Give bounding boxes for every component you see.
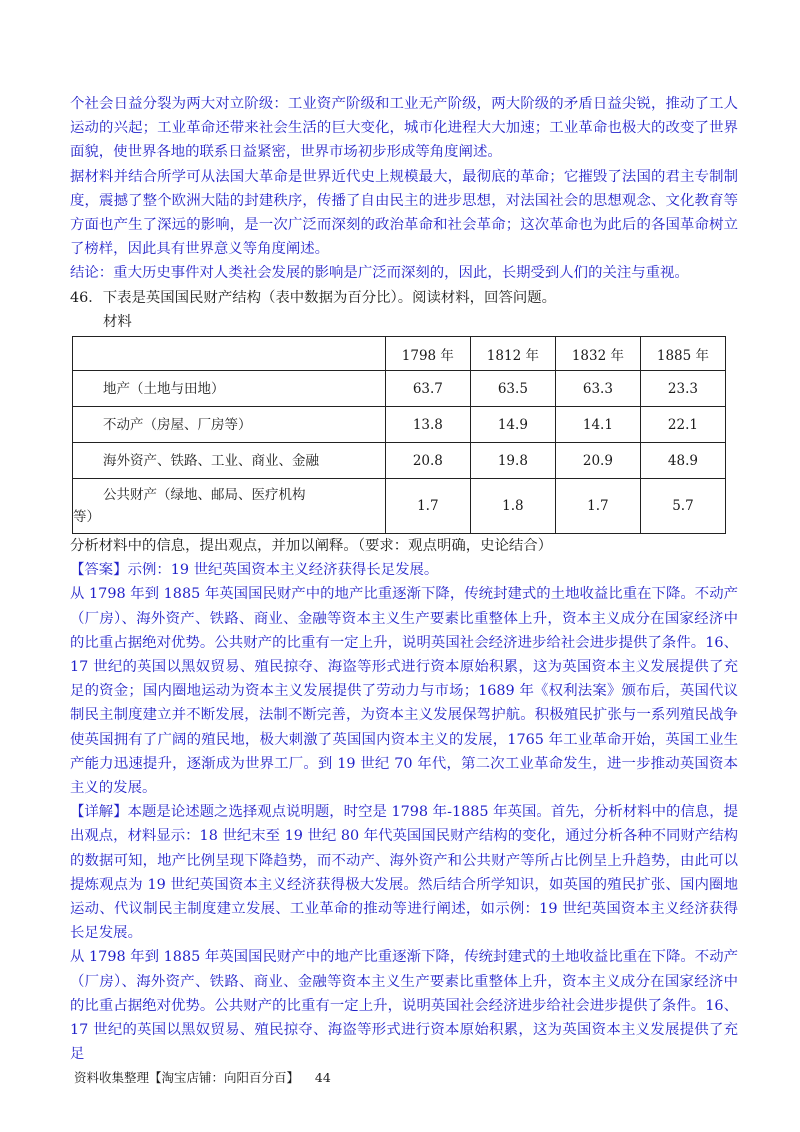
table-cell: 1.7 — [555, 479, 640, 534]
prev-answer-conclusion: 结论：重大历史事件对人类社会发展的影响是广泛而深刻的，因此，长期受到人们的关注与重视。 — [70, 265, 689, 282]
year-header: 1832 年 — [555, 337, 640, 371]
table-row — [73, 407, 726, 443]
material-label: 材料 — [103, 313, 132, 330]
page-footer — [74, 1068, 331, 1086]
table-header-row — [73, 337, 726, 371]
detail-para-2: 从 1798 年到 1885 年英国国民财产中的地产比重逐渐下降，传统封建式的土地收益比重在下降。不动产（厂房）、海外资产、铁路、商业、金融等资本主义生产要素比重整体上升，资本主义成分在国家经济中的比重占据绝对优势。公共财产的比重有一定上升，说明英国社会经济进步给社会进步提供了条件。16、17 世纪的英国以黑奴贸易、殖民掠夺、海盗等形式进行资本原始积累，这为英国资本主义发展提供了充足 — [70, 949, 738, 1063]
detail-tag: 【详解】 — [70, 804, 128, 821]
table-cell: 20.9 — [555, 443, 640, 479]
prev-answer-para-2: 据材料并结合所学可从法国大革命是世界近代史上规模最大，最彻底的革命；它摧毁了法国的君主专制制度，震撼了整个欧洲大陆的封建秩序，传播了自由民主的进步思想，对法国社会的思想观念、文化教育等方面也产生了深远的影响，是一次广泛而深刻的政治革命和社会革命；这次革命也为此后的各国革命树立了榜样，因此具有世界意义等角度阐述。 — [70, 168, 738, 258]
answer-example — [70, 558, 738, 582]
answer-body: 从 1798 年到 1885 年英国国民财产中的地产比重逐渐下降，传统封建式的土地收益比重在下降。不动产（厂房）、海外资产、铁路、商业、金融等资本主义生产要素比重整体上升，资本主义成分在国家经济中的比重占据绝对优势。公共财产的比重有一定上升，说明英国社会经济进步给社会进步提供了条件。16、17 世纪的英国以黑奴贸易、殖民掠夺、海盗等形式进行资本原始积累，这为英国资本主义发展提供了充足的资金；国内圈地运动为资本主义发展提供了劳动力与市场；1689 年《权利法案》颁布后，英国代议制民主制度建立并不断发展，法制不断完善，为资本主义发展保驾护航。积极殖民扩张与一系列殖民战争使英国拥有了广阔的殖民地，极大刺激了英国国内资本主义的发展，1765 年工业革命开始，英国工业生产能力迅速提升，逐渐成为世界工厂。到 19 世纪 70 年代，第二次工业革命发生，进一步推动英国资本主义的发展。 — [70, 586, 738, 797]
row-label-line-2: 等） — [73, 509, 100, 526]
table-cell: 1.8 — [470, 479, 555, 534]
table-cell: 63.3 — [555, 371, 640, 407]
row-label: 地产（土地与田地） — [73, 371, 386, 407]
table-cell: 63.7 — [385, 371, 470, 407]
row-label: 不动产（房屋、厂房等） — [73, 407, 386, 443]
table-cell: 23.3 — [640, 371, 725, 407]
footer-source: 资料收集整理【淘宝店铺：向阳百分百】 — [74, 1070, 300, 1085]
table-cell: 22.1 — [640, 407, 725, 443]
table-corner-cell — [73, 337, 386, 371]
table-cell: 14.1 — [555, 407, 640, 443]
prev-answer-para-1: 个社会日益分裂为两大对立阶级：工业资产阶级和工业无产阶级，两大阶级的矛盾日益尖锐，推动了工人运动的兴起；工业革命还带来社会生活的巨大变化，城市化进程大大加速；工业革命也极大的改变了世界面貌，使世界各地的联系日益紧密，世界市场初步形成等角度阐述。 — [70, 96, 738, 161]
detail-para-1 — [70, 800, 738, 945]
table-cell: 14.9 — [470, 407, 555, 443]
table-row — [73, 443, 726, 479]
table-cell: 13.8 — [385, 407, 470, 443]
table-cell: 19.8 — [470, 443, 555, 479]
question-stem: 46．下表是英国国民财产结构（表中数据为百分比）。阅读材料，回答问题。 — [70, 289, 557, 306]
row-label: 海外资产、铁路、工业、商业、金融 — [73, 443, 386, 479]
property-structure-table — [72, 336, 726, 534]
row-label — [73, 479, 386, 534]
detail-text: 本题是论述题之选择观点说明题，时空是 1798 年-1885 年英国。首先，分析材料中的信息，提出观点，材料显示：18 世纪末至 19 世纪 80 年代英国国民财产结构的变化，通过分析各种不同财产结构的数据可知，地产比例呈现下降趋势，而不动产、海外资产和公共财产等所占比例呈上升趋势，由此可以提炼观点为 19 世纪英国资本主义经济获得极大发展。然后结合所学知识，如英国的殖民扩张、国内圈地运动、代议制民主制度建立发展、工业革命的推动等进行阐述，如示例：19 世纪英国资本主义经济获得长足发展。 — [70, 804, 738, 942]
table-row — [73, 479, 726, 534]
year-header: 1812 年 — [470, 337, 555, 371]
table-cell: 20.8 — [385, 443, 470, 479]
table-cell: 48.9 — [640, 443, 725, 479]
table-row — [73, 371, 726, 407]
document-page — [70, 92, 738, 1067]
table-cell: 63.5 — [470, 371, 555, 407]
answer-tag: 【答案】 — [70, 562, 128, 579]
table-cell: 5.7 — [640, 479, 725, 534]
year-header: 1885 年 — [640, 337, 725, 371]
table-cell: 1.7 — [385, 479, 470, 534]
page-number: 44 — [314, 1070, 331, 1085]
year-header: 1798 年 — [385, 337, 470, 371]
answer-example-text: 示例：19 世纪英国资本主义经济获得长足发展。 — [127, 562, 439, 579]
question-requirement: 分析材料中的信息，提出观点，并加以阐释。（要求：观点明确，史论结合） — [70, 538, 553, 555]
row-label-line-1: 公共财产（绿地、邮局、医疗机构 — [103, 487, 306, 504]
